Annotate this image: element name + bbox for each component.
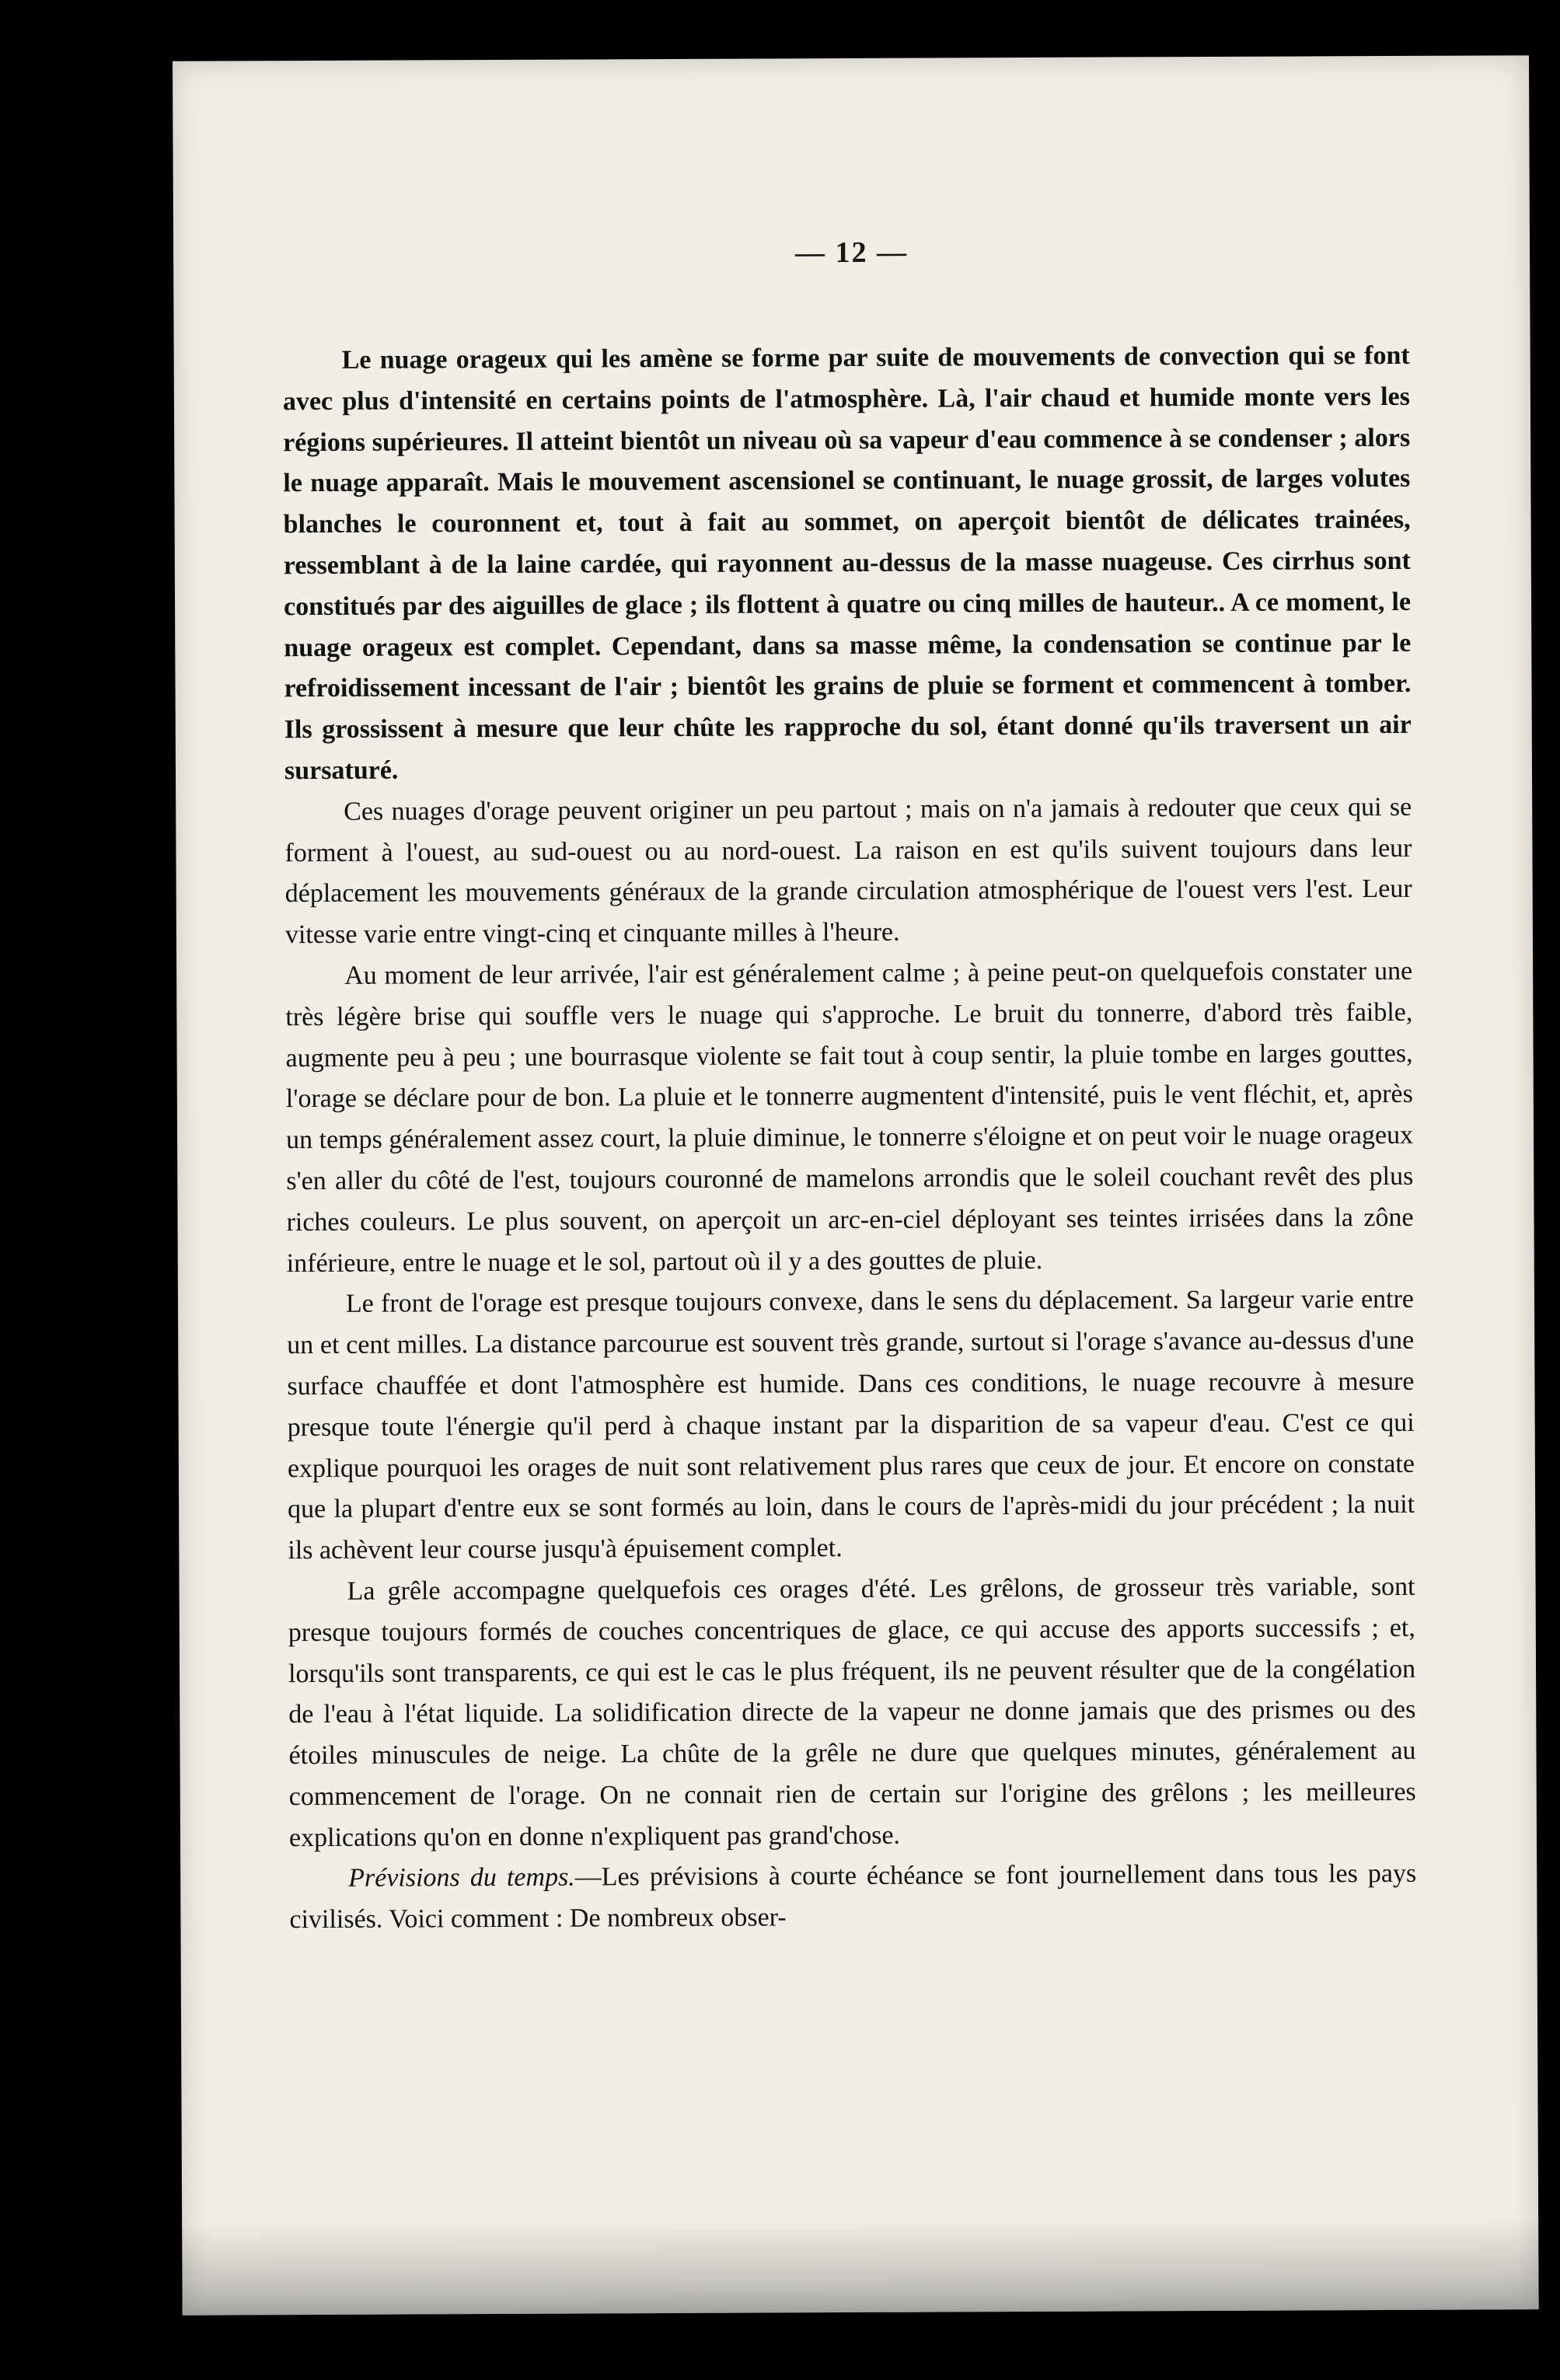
paragraph-5: La grêle accompagne quelquefois ces orages d'été. Les grêlons, de grosseur très variable, sont presque toujours formés de couches concentriques de glace, ce qui accuse des apports successifs ; et, lorsqu'ils sont transparents, ce qui est le cas le plus fréquent, ils ne peuvent résulter que de la congélation de l'eau à l'état liquide. La solidification directe de la vapeur ne donne jamais que des prismes ou des étoiles minuscules de neige. La chûte de la grêle ne dure que quelques minutes, généralement au commencement de l'orage. On ne connait rien de certain sur l'origine des grêlons ; les meilleures explications qu'on en donne n'expliquent pas grand'chose. [288,1572,1416,1852]
paragraph-2: Ces nuages d'orage peuvent originer un peu partout ; mais on n'a jamais à redouter que ceux qui se forment à l'ouest, au sud-ouest ou au nord-ouest. La raison en est qu'ils suivent toujours dans leur déplacement les mouvements généraux de la grande circulation atmosphérique de l'ouest vers l'est. Leur vitesse varie entre vingt-cinq et cinquante milles à l'heure. [284,792,1412,950]
section-text: —Les prévisions à courte échéance se font journellement dans tous les pays civilisés. Voici comment : De nombreux obser- [289,1859,1417,1935]
page-number: — 12 — [794,236,909,270]
section-heading: Prévisions du temps. [348,1863,575,1893]
scanned-page [173,55,1539,2315]
paragraph-1: Le nuage orageux qui les amène se forme par suite de mouvements de convection qui se font avec plus d'intensité en certains points de l'atmosphère. Là, l'air chaud et humide monte vers les régions supérieures. Il atteint bientôt un niveau où sa vapeur d'eau commence à se condenser ; alors le nuage apparaît. Mais le mouvement ascensionel se continuant, le nuage grossit, de larges volutes blanches le couronnent et, tout à fait au sommet, on aperçoit bientôt de délicates trainées, ressemblant à de la laine cardée, qui rayonnent au-dessus de la masse nuageuse. Ces cirrhus sont constitués par des aiguilles de glace ; ils flottent à quatre ou cinq milles de hauteur.. A ce moment, le nuage orageux est complet. Cependant, dans sa masse même, la condensation se continue par le refroidissement incessant de l'air ; bientôt les grains de pluie se forment et commencent à tomber. Ils grossissent à mesure que leur chûte les rapproche du sol, étant donné qu'ils traversent un air sursaturé. [282,340,1412,786]
page-bottom-shadow [182,2216,1539,2315]
paragraph-4: Le front de l'orage est presque toujours convexe, dans le sens du déplacement. Sa largeur varie entre un et cent milles. La distance parcourue est souvent très grande, surtout si l'orage s'avance au-dessus d'une surface chauffée et dont l'atmosphère est humide. Dans ces conditions, le nuage recouvre à mesure presque toute l'énergie qu'il perd à chaque instant par la disparition de sa vapeur d'eau. C'est ce qui explique pourquoi les orages de nuit sont relativement plus rares que ceux de jour. Et encore on constate que la plupart d'entre eux se sont formés au loin, dans le cours de l'après-midi du jour précédent ; la nuit ils achèvent leur course jusqu'à épuisement complet. [287,1285,1415,1565]
paragraph-3: Au moment de leur arrivée, l'air est généralement calme ; à peine peut-on quelquefois constater une très légère brise qui souffle vers le nuage qui s'approche. Le bruit du tonnerre, d'abord très faible, augmente peu à peu ; une bourrasque violente se fait tout à coup sentir, la pluie tombe en larges gouttes, l'orage se déclare pour de bon. La pluie et le tonnerre augmentent d'intensité, puis le vent fléchit, et, après un temps généralement assez court, la pluie diminue, le tonnerre s'éloigne et on peut voir le nuage orageux s'en aller du côté de l'est, toujours couronné de mamelons arrondis que le soleil couchant revêt des plus riches couleurs. Le plus souvent, on aperçoit un arc-en-ciel déployant ses teintes irrisées dans la zône inférieure, entre le nuage et le sol, partout où il y a des gouttes de pluie. [285,956,1414,1278]
paragraph-6 [289,1854,1416,1941]
body-text [283,336,1417,1941]
